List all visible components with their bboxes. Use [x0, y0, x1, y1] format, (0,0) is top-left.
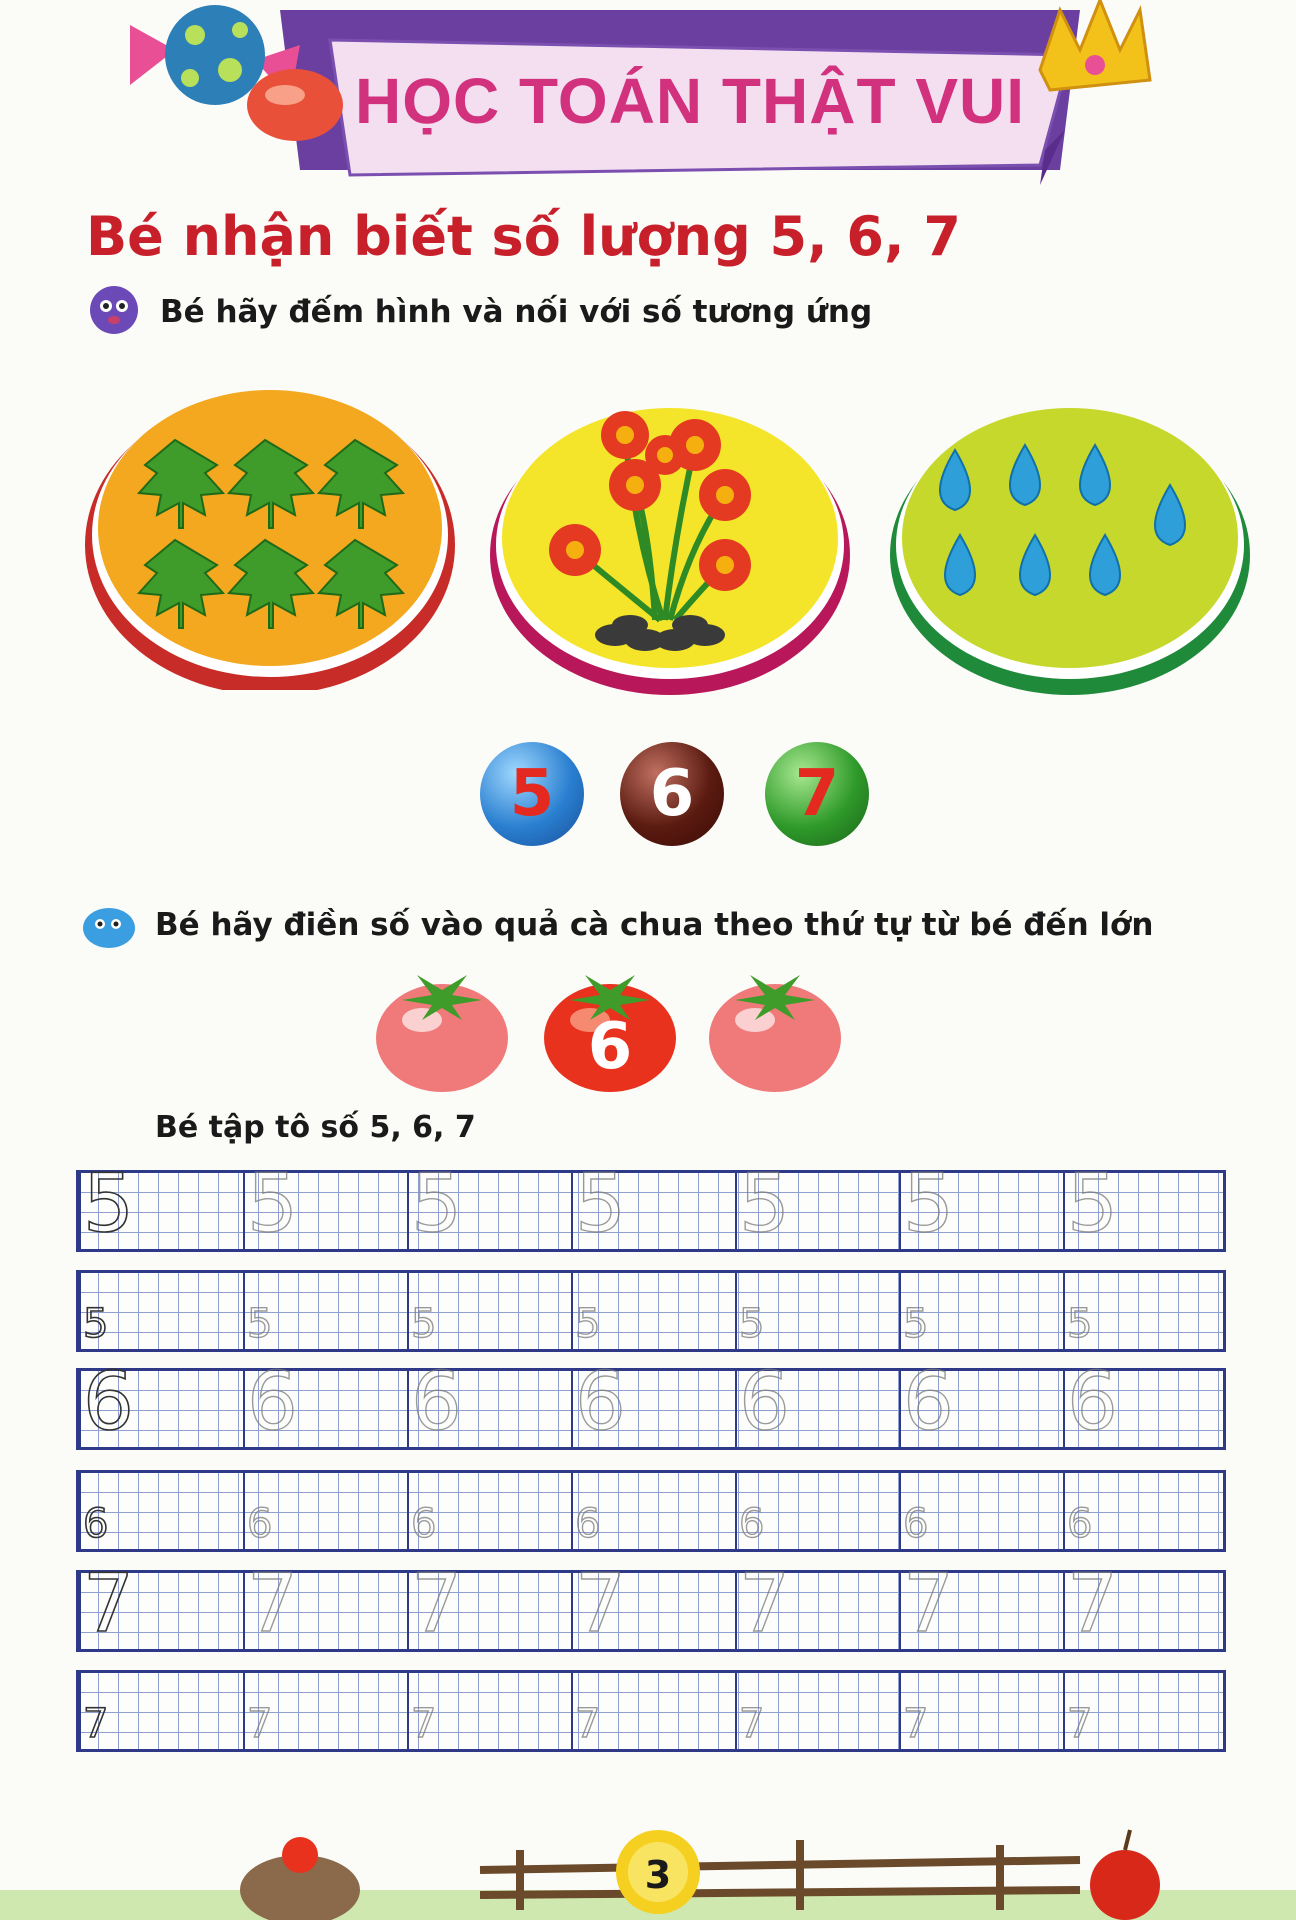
trace-digit: 7: [247, 1557, 298, 1650]
trace-digit: 6: [739, 1501, 765, 1547]
trace-digit: 7: [411, 1701, 437, 1747]
flower-icon: [699, 539, 751, 591]
flower-icon: [549, 524, 601, 576]
trace-digit: 6: [903, 1501, 929, 1547]
model-digit: 5: [83, 1157, 134, 1250]
trace-digit: 6: [1067, 1501, 1093, 1547]
model-digit: 7: [83, 1557, 134, 1650]
trace-digit: 6: [575, 1501, 601, 1547]
tracing-grid[interactable]: [76, 1157, 1228, 1770]
trace-digit: 5: [411, 1301, 437, 1347]
trace-digit: 5: [411, 1157, 462, 1250]
apple-icon: [1090, 1830, 1160, 1920]
trace-digit: 6: [575, 1355, 626, 1448]
instruction-fill-tomatoes: Bé hãy điền số vào quả cà chua theo thứ tự từ bé đến lớn: [155, 907, 1154, 943]
purple-monster-icon: [86, 282, 142, 334]
number-label: 6: [649, 757, 695, 831]
tracing-row[interactable]: [76, 1470, 1226, 1552]
trace-digit: 7: [903, 1701, 929, 1747]
trace-digit: 7: [411, 1557, 462, 1650]
tracing-row[interactable]: [76, 1157, 1226, 1252]
tomato-empty-1[interactable]: [372, 960, 512, 1095]
trace-digit: 7: [739, 1701, 765, 1747]
trace-digit: 5: [247, 1301, 273, 1347]
trace-digit: 5: [575, 1157, 626, 1250]
model-digit: 6: [83, 1355, 134, 1448]
hedgehog-icon: [240, 1837, 360, 1920]
trace-digit: 7: [903, 1557, 954, 1650]
trace-digit: 5: [247, 1157, 298, 1250]
number-ball-7[interactable]: [765, 742, 869, 846]
plate-leaves: [80, 370, 460, 690]
plate-water-drops: [885, 385, 1255, 695]
model-digit: 5: [83, 1301, 109, 1347]
flower-icon: [699, 469, 751, 521]
flower-icon: [601, 411, 649, 459]
trace-digit: 5: [739, 1157, 790, 1250]
tracing-row[interactable]: [76, 1670, 1226, 1752]
trace-digit: 5: [575, 1301, 601, 1347]
trace-digit: 5: [1067, 1157, 1118, 1250]
trace-digit: 6: [411, 1355, 462, 1448]
instruction-count-and-match: Bé hãy đếm hình và nối với số tương ứng: [160, 294, 873, 330]
page-title: Bé nhận biết số lượng 5, 6, 7: [86, 205, 961, 268]
trace-digit: 6: [411, 1501, 437, 1547]
instruction-trace-digits: Bé tập tô số 5, 6, 7: [155, 1110, 476, 1145]
trace-digit: 5: [1067, 1301, 1093, 1347]
tracing-row[interactable]: [76, 1355, 1226, 1450]
blue-monster-icon: [80, 900, 138, 950]
tomato-number: 6: [587, 1010, 633, 1084]
trace-digit: 6: [1067, 1355, 1118, 1448]
trace-digit: 5: [739, 1301, 765, 1347]
trace-digit: 6: [247, 1501, 273, 1547]
trace-digit: 7: [247, 1701, 273, 1747]
flower-icon: [645, 435, 685, 475]
model-digit: 7: [83, 1701, 109, 1747]
model-digit: 6: [83, 1501, 109, 1547]
trace-digit: 7: [739, 1557, 790, 1650]
trace-digit: 6: [739, 1355, 790, 1448]
tracing-row[interactable]: [76, 1270, 1226, 1352]
number-label: 5: [509, 757, 555, 831]
red-candy-icon: [247, 69, 343, 141]
tracing-row[interactable]: [76, 1557, 1226, 1652]
number-ball-5[interactable]: [480, 742, 584, 846]
number-label: 7: [794, 757, 840, 831]
plate-flowers: [485, 385, 855, 695]
trace-digit: 6: [247, 1355, 298, 1448]
trace-digit: 5: [903, 1157, 954, 1250]
page-number: 3: [644, 1853, 672, 1897]
trace-digit: 7: [575, 1557, 626, 1650]
trace-digit: 6: [903, 1355, 954, 1448]
trace-digit: 7: [1067, 1701, 1093, 1747]
number-ball-6[interactable]: [620, 742, 724, 846]
banner-title: HỌC TOÁN THẬT VUI: [354, 65, 1026, 137]
trace-digit: 5: [903, 1301, 929, 1347]
trace-digit: 7: [1067, 1557, 1118, 1650]
trace-digit: 7: [575, 1701, 601, 1747]
tomato-empty-2[interactable]: [705, 960, 845, 1095]
